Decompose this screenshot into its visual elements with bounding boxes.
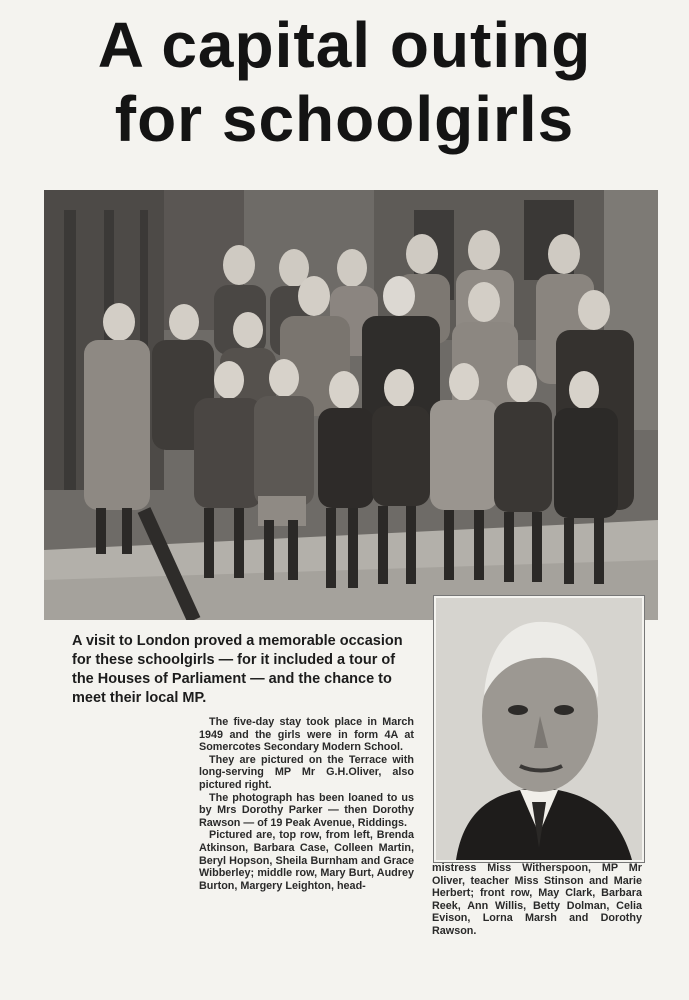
paragraph-photo-loan: The photograph has been loaned to us by Mrs Dorothy Parker — then Dorothy Rawson — of 19 Peak Avenue, Riddings.: [199, 791, 414, 829]
headline: [0, 8, 689, 156]
paragraph-terrace: They are pictured on the Terrace with long-serving MP Mr G.H.Oliver, also pictured right.: [199, 753, 414, 791]
paragraph-names-part-2: mistress Miss Witherspoon, MP Mr Oliver, teacher Miss Stinson and Marie Herbert; front row, May Clark, Barbara Reek, Ann Willis, Betty Dolman, Celia Evison, Lorna Marsh and Dorothy Rawson.: [432, 862, 642, 937]
group-photo: [44, 190, 658, 620]
headline-line-1: A capital outing: [97, 9, 592, 81]
portrait-of-mp: [434, 596, 644, 862]
article-column-1: [199, 716, 414, 892]
headline-line-2: for schoolgirls: [114, 83, 575, 155]
paragraph-names-part-1: Pictured are, top row, from left, Brenda Atkinson, Barbara Case, Colleen Martin, Beryl Hopson, Sheila Burnham and Grace Wibberley; middle row, Mary Burt, Audrey Burton, Margery Leighton, head-: [199, 829, 414, 892]
article-column-2: [432, 862, 642, 938]
paragraph-visit-details: The five-day stay took place in March 1949 and the girls were in form 4A at Somercotes Secondary Modern School.: [199, 716, 414, 754]
lead-paragraph: A visit to London proved a memorable occasion for these schoolgirls — for it included a tour of the Houses of Parliament — and the chance to meet their local MP.: [72, 633, 403, 706]
